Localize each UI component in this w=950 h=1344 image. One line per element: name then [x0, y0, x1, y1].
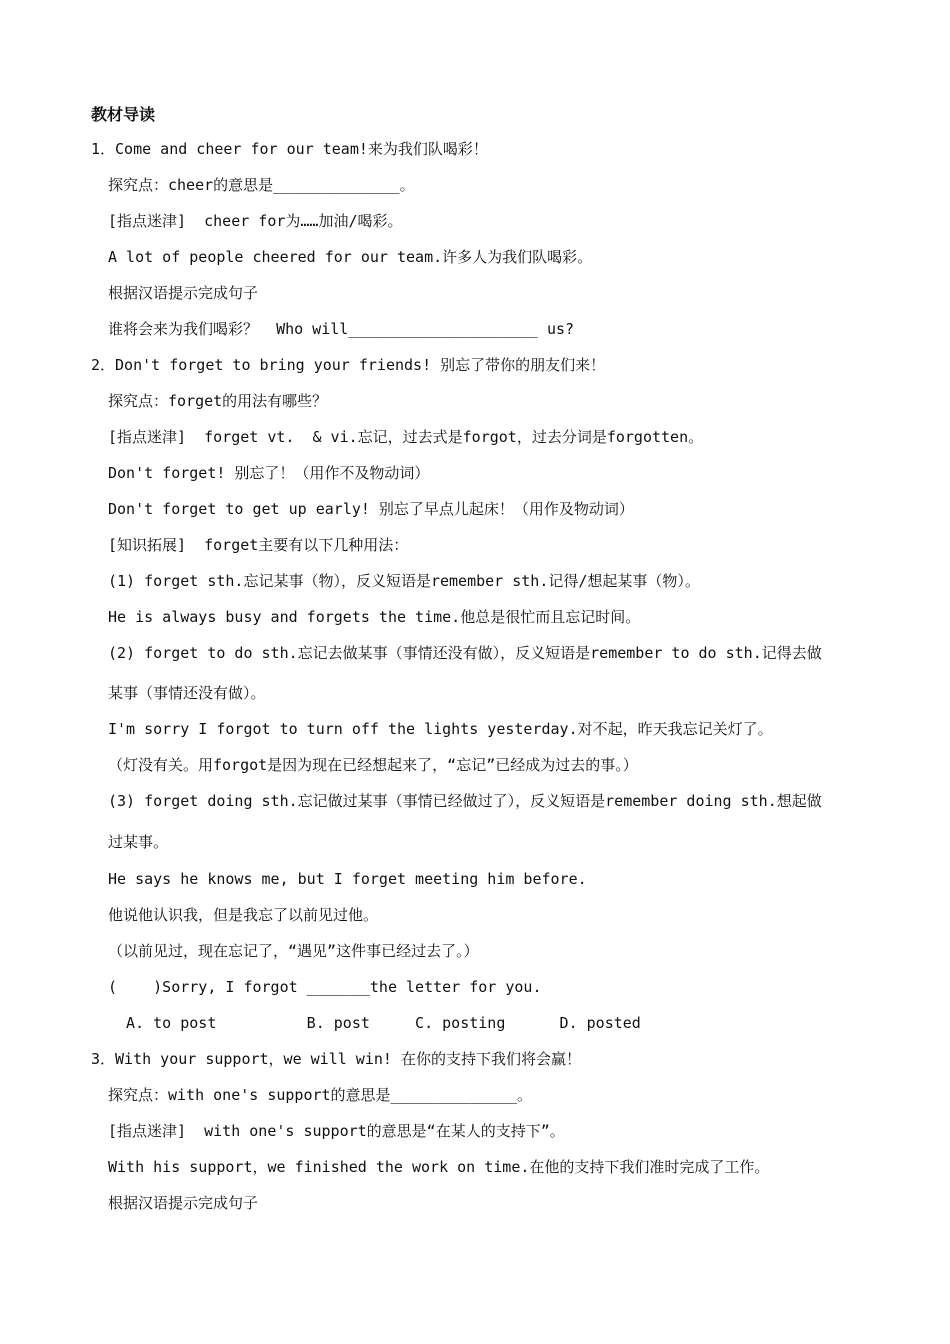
item-2-usage-2-note: （灯没有关。用forgot是因为现在已经想起来了，“忘记”已经成为过去的事。） — [108, 756, 638, 774]
section-heading: 教材导读 — [91, 105, 156, 124]
item-2-example-1: Don't forget! 别忘了！（用作不及物动词） — [108, 464, 430, 482]
item-2-exercise-options: A. to post B. post C. posting D. posted — [108, 1014, 641, 1032]
item-2-example-2: Don't forget to get up early! 别忘了早点儿起床！（用作及物动词） — [108, 500, 634, 518]
item-2-usage-1-example: He is always busy and forgets the time.他总是很忙而且忘记时间。 — [108, 608, 641, 626]
item-2-usage-3-cont: 过某事。 — [108, 833, 169, 851]
item-1-tip: [指点迷津] cheer for为……加油/喝彩。 — [108, 212, 403, 230]
item-3-sentence: 3．With your support，we will win! 在你的支持下我们将会赢！ — [91, 1050, 581, 1068]
item-2-usage-3-translation: 他说他认识我，但是我忘了以前见过他。 — [108, 906, 379, 924]
item-2-usage-3-example: He says he knows me, but I forget meeting him before. — [108, 870, 587, 888]
item-2-usage-2-example: I'm sorry I forgot to turn off the lights yesterday.对不起，昨天我忘记关灯了。 — [108, 720, 773, 738]
item-2-sentence: 2．Don't forget to bring your friends! 别忘了带你的朋友们来！ — [91, 356, 606, 374]
item-2-usage-3: (3) forget doing sth.忘记做过某事（事情已经做过了），反义短语是remember doing sth.想起做 — [108, 792, 822, 810]
item-3-tip: [指点迷津] with one's support的意思是“在某人的支持下”。 — [108, 1122, 565, 1140]
item-3-exercise-label: 根据汉语提示完成句子 — [108, 1194, 259, 1212]
item-1-sentence: 1．Come and cheer for our team!来为我们队喝彩！ — [91, 140, 488, 158]
item-2-extension: [知识拓展] forget主要有以下几种用法： — [108, 536, 409, 554]
item-2-usage-2: (2) forget to do sth.忘记去做某事（事情还没有做），反义短语是remember to do sth.记得去做 — [108, 644, 822, 662]
item-2-usage-1: (1) forget sth.忘记某事（物），反义短语是remember sth.记得/想起某事（物）。 — [108, 572, 700, 590]
item-2-tip: [指点迷津] forget vt. & vi.忘记，过去式是forgot，过去分词是forgotten。 — [108, 428, 704, 446]
item-1-exercise: 谁将会来为我们喝彩？ Who will_____________________ us? — [108, 320, 575, 338]
item-3-example: With his support，we finished the work on time.在他的支持下我们准时完成了工作。 — [108, 1158, 770, 1176]
item-2-exercise: ( )Sorry, I forgot _______the letter for you. — [108, 978, 542, 996]
item-3-question: 探究点：with one's support的意思是______________。 — [108, 1086, 532, 1104]
item-2-question: 探究点：forget的用法有哪些？ — [108, 392, 328, 410]
item-1-question: 探究点：cheer的意思是______________。 — [108, 176, 415, 194]
item-2-usage-2-cont: 某事（事情还没有做）。 — [108, 684, 266, 702]
item-1-exercise-label: 根据汉语提示完成句子 — [108, 284, 259, 302]
item-1-example: A lot of people cheered for our team.许多人为我们队喝彩。 — [108, 248, 593, 266]
item-2-usage-3-note: （以前见过，现在忘记了，“遇见”这件事已经过去了。） — [108, 942, 479, 960]
